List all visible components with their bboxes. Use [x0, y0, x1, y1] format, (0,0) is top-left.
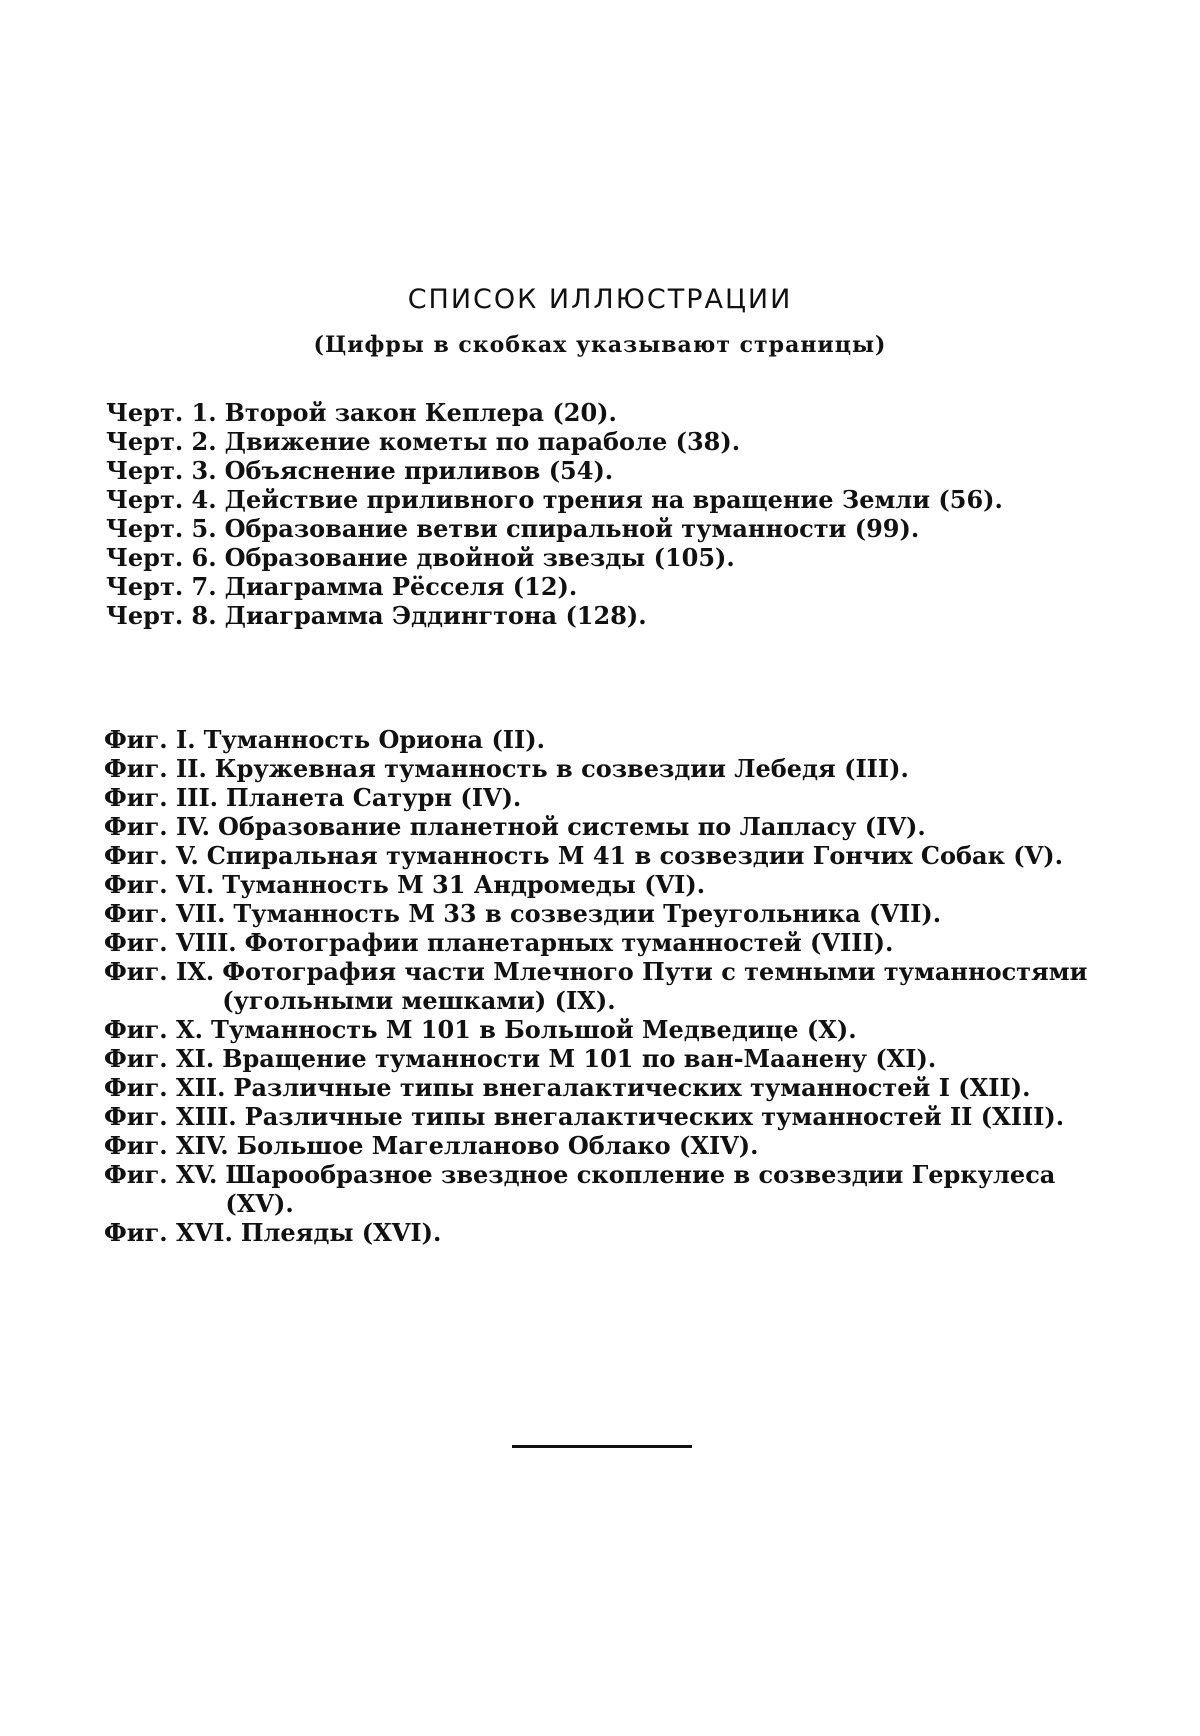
figure-label: Фиг. VIII.	[104, 928, 237, 957]
figure-label: Фиг. XIV.	[104, 1131, 229, 1160]
figure-label: Фиг. XVI.	[104, 1218, 233, 1247]
drawing-item	[106, 456, 1046, 485]
drawing-label: Черт. 7.	[106, 572, 217, 601]
figure-text: Образование планетной системы по Лапласу (IV).	[218, 812, 926, 841]
drawing-text: Движение кометы по параболе (38).	[224, 427, 741, 456]
drawing-text: Диаграмма Эддингтона (128).	[224, 601, 647, 630]
drawing-text: Второй закон Кеплера (20).	[224, 398, 617, 427]
drawing-label: Черт. 4.	[106, 485, 217, 514]
drawing-item	[106, 572, 1046, 601]
figure-text: Различные типы внегалактических туманностей I (XII).	[233, 1073, 1031, 1102]
figure-text: Различные типы внегалактических туманностей II (XIII).	[244, 1102, 1065, 1131]
figure-text: Шарообразное звездное скопление в созвездии Геркулеса (XV).	[225, 1160, 1056, 1218]
drawing-item	[106, 485, 1046, 514]
drawing-text: Диаграмма Рёсселя (12).	[224, 572, 578, 601]
page-title: СПИСОК ИЛЛЮСТРАЦИИ	[407, 284, 793, 315]
figure-label: Фиг. XI.	[104, 1044, 215, 1073]
figure-label: Фиг. XII.	[104, 1073, 226, 1102]
figure-item	[104, 1160, 1094, 1218]
end-divider	[512, 1445, 692, 1448]
figure-label: Фиг. IV.	[104, 812, 210, 841]
drawing-text: Образование двойной звезды (105).	[224, 543, 735, 572]
drawing-item	[106, 601, 1046, 630]
figure-text: Фотография части Млечного Пути с темными туманностями (угольными мешками) (IX).	[222, 957, 1088, 1015]
figure-label: Фиг. III.	[104, 783, 219, 812]
drawing-item	[106, 398, 1046, 427]
figure-text: Туманность М 31 Андромеды (VI).	[222, 870, 706, 899]
figure-label: Фиг. VII.	[104, 899, 226, 928]
figure-text: Вращение туманности М 101 по ван-Маанену (XI).	[222, 1044, 937, 1073]
figure-text: Фотографии планетарных туманностей (VIII).	[244, 928, 894, 957]
figure-item	[104, 1073, 1094, 1102]
figure-item	[104, 1102, 1094, 1131]
figure-item	[104, 928, 1094, 957]
figure-item	[104, 754, 1094, 783]
drawing-label: Черт. 1.	[106, 398, 217, 427]
figure-item	[104, 783, 1094, 812]
drawing-text: Образование ветви спиральной туманности (99).	[224, 514, 920, 543]
figure-item	[104, 1218, 1094, 1247]
drawing-item	[106, 543, 1046, 572]
figure-label: Фиг. V.	[104, 841, 199, 870]
drawing-item	[106, 427, 1046, 456]
figure-label: Фиг. VI.	[104, 870, 215, 899]
figure-label: Фиг. I.	[104, 725, 196, 754]
figure-item	[104, 1044, 1094, 1073]
figure-label: Фиг. X.	[104, 1015, 203, 1044]
figure-item	[104, 841, 1094, 870]
drawing-label: Черт. 5.	[106, 514, 217, 543]
figure-label: Фиг. II.	[104, 754, 207, 783]
figure-text: Кружевная туманность в созвездии Лебедя (III).	[214, 754, 909, 783]
figure-item	[104, 957, 1094, 1015]
figures-list	[104, 725, 1094, 1247]
drawing-label: Черт. 6.	[106, 543, 217, 572]
figure-label: Фиг. IX.	[104, 957, 215, 986]
figure-text: Плеяды (XVI).	[240, 1218, 442, 1247]
figure-item	[104, 870, 1094, 899]
page-subtitle: (Цифры в скобках указывают страницы)	[313, 332, 887, 358]
figure-text: Спиральная туманность М 41 в созвездии Гончих Собак (V).	[206, 841, 1063, 870]
figure-text: Туманность Ориона (II).	[203, 725, 545, 754]
figure-item	[104, 725, 1094, 754]
figure-text: Туманность М 101 в Большой Медведице (X).	[210, 1015, 857, 1044]
drawing-label: Черт. 2.	[106, 427, 217, 456]
drawing-text: Действие приливного трения на вращение Земли (56).	[224, 485, 1003, 514]
figure-item	[104, 812, 1094, 841]
drawings-list	[106, 398, 1046, 630]
figure-text: Большое Магелланово Облако (XIV).	[236, 1131, 759, 1160]
figure-label: Фиг. XV.	[104, 1160, 218, 1189]
drawing-text: Объяснение приливов (54).	[224, 456, 614, 485]
drawing-label: Черт. 3.	[106, 456, 217, 485]
figure-text: Туманность М 33 в созвездии Треугольника (VII).	[233, 899, 942, 928]
figure-text: Планета Сатурн (IV).	[226, 783, 522, 812]
figure-label: Фиг. XIII.	[104, 1102, 237, 1131]
drawing-item	[106, 514, 1046, 543]
figure-item	[104, 1015, 1094, 1044]
drawing-label: Черт. 8.	[106, 601, 217, 630]
figure-item	[104, 1131, 1094, 1160]
figure-item	[104, 899, 1094, 928]
